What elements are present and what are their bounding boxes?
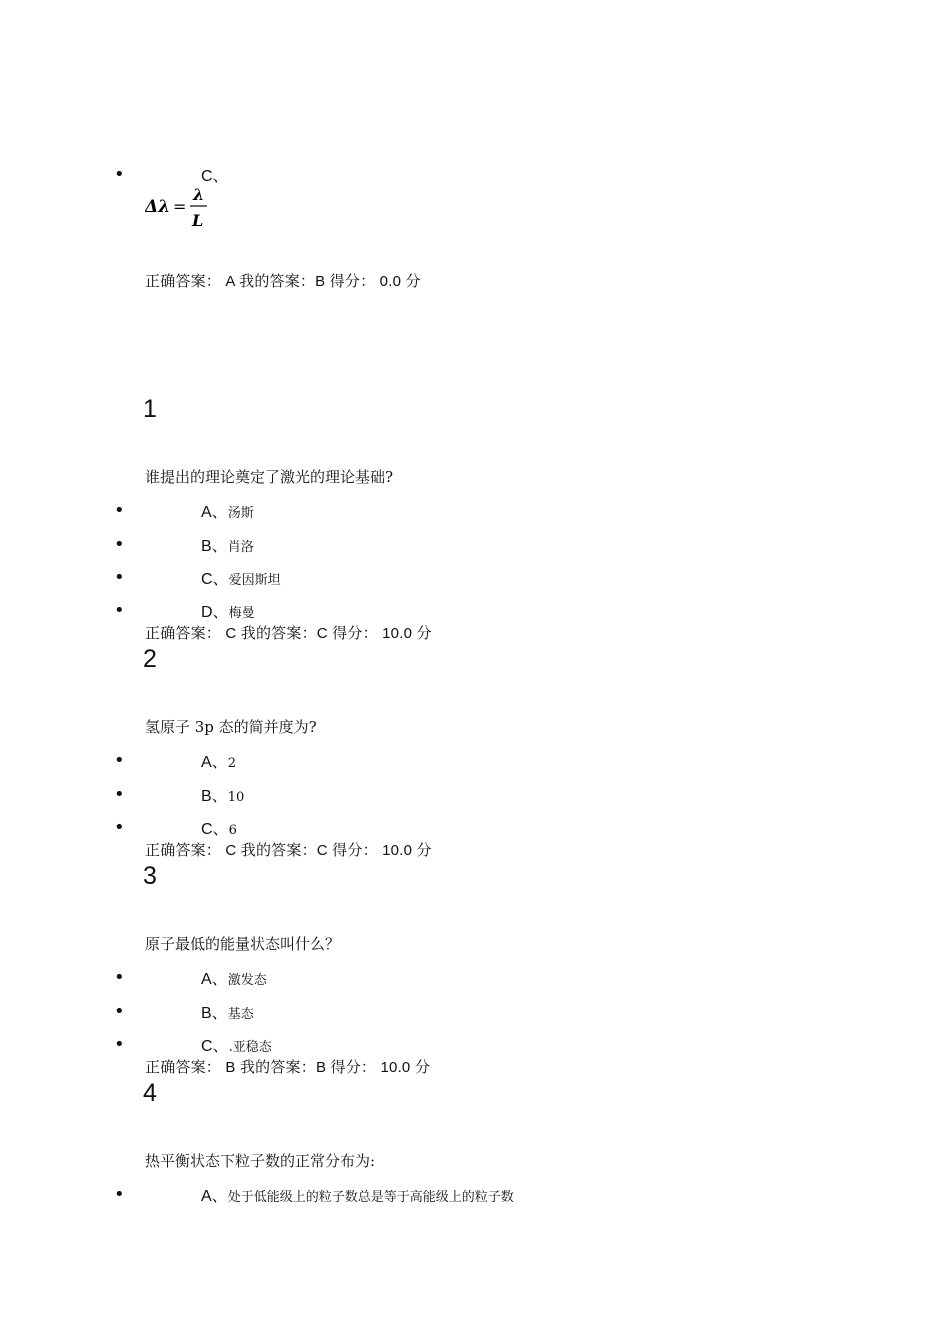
- list-bullet: •: [114, 967, 125, 988]
- list-bullet: •: [114, 1034, 125, 1055]
- delta-lambda-formula: [145, 186, 215, 234]
- question-number: 1: [143, 395, 157, 423]
- option-label: B、: [201, 538, 228, 555]
- option-b[interactable]: [201, 533, 254, 556]
- formula-eq: =: [173, 197, 187, 216]
- option-text: 基态: [227, 1007, 254, 1022]
- list-bullet: •: [114, 600, 125, 621]
- option-label: C、: [201, 571, 229, 588]
- option-label: A、: [201, 504, 228, 521]
- option-label: B、: [201, 788, 228, 805]
- answer-line: 正确答案： B 我的答案：B 得分： 10.0 分: [145, 1059, 431, 1076]
- option-c[interactable]: [201, 816, 237, 839]
- question-number: 3: [143, 862, 157, 890]
- option-a[interactable]: [201, 1183, 514, 1206]
- list-bullet: •: [114, 1184, 125, 1205]
- option-a[interactable]: [201, 499, 254, 522]
- option-text: 汤斯: [227, 506, 254, 521]
- option-label: C、: [201, 821, 229, 838]
- option-label: A、: [201, 971, 228, 988]
- formula-image: [145, 186, 215, 238]
- list-bullet: •: [114, 567, 125, 588]
- list-bullet: •: [114, 784, 125, 805]
- option-c[interactable]: [201, 1033, 272, 1056]
- option-text: 6: [228, 823, 237, 838]
- formula-numerator: λ: [193, 186, 205, 204]
- question-text: 原子最低的能量状态叫什么？: [145, 935, 341, 953]
- option-c[interactable]: [201, 566, 281, 589]
- list-bullet: •: [114, 534, 125, 555]
- option-text: 2: [227, 756, 236, 771]
- option-b[interactable]: [201, 783, 244, 806]
- list-bullet: •: [114, 750, 125, 771]
- option-text: 爱因斯坦: [228, 573, 281, 588]
- option-label: A、: [201, 754, 228, 771]
- option-label: D、: [201, 604, 229, 621]
- option-label: C、: [201, 1038, 229, 1055]
- list-bullet: •: [114, 817, 125, 838]
- question-text: 热平衡状态下粒子数的正常分布为:: [145, 1152, 376, 1170]
- answer-line: 正确答案： C 我的答案：C 得分： 10.0 分: [145, 625, 432, 642]
- option-label: B、: [201, 1005, 228, 1022]
- option-b[interactable]: [201, 1000, 254, 1023]
- option-text: .亚稳态: [228, 1040, 272, 1055]
- list-bullet: •: [114, 164, 125, 185]
- answer-line: 正确答案： C 我的答案：C 得分： 10.0 分: [145, 842, 432, 859]
- question-text: 氢原子 3p 态的简并度为?: [145, 718, 317, 736]
- list-bullet: •: [114, 500, 125, 521]
- option-label: A、: [201, 1188, 228, 1205]
- question-text: 谁提出的理论奠定了激光的理论基础?: [145, 468, 394, 486]
- question-number: 4: [143, 1079, 157, 1107]
- option-text: 激发态: [227, 973, 267, 988]
- option-text: 梅曼: [228, 606, 255, 621]
- option-text: 10: [227, 790, 245, 805]
- formula-denominator: L: [192, 211, 204, 230]
- list-bullet: •: [114, 1001, 125, 1022]
- option-text: 处于低能级上的粒子数总是等于高能级上的粒子数: [227, 1190, 514, 1205]
- option-text: 肖洛: [227, 540, 254, 555]
- formula-lhs: Δλ: [145, 197, 171, 217]
- option-a[interactable]: [201, 966, 267, 989]
- option-d[interactable]: [201, 599, 255, 622]
- option-a[interactable]: [201, 749, 236, 772]
- question-number: 2: [143, 645, 157, 673]
- answer-line: 正确答案： A 我的答案：B 得分： 0.0 分: [145, 273, 421, 290]
- option-label[interactable]: C、: [201, 168, 229, 185]
